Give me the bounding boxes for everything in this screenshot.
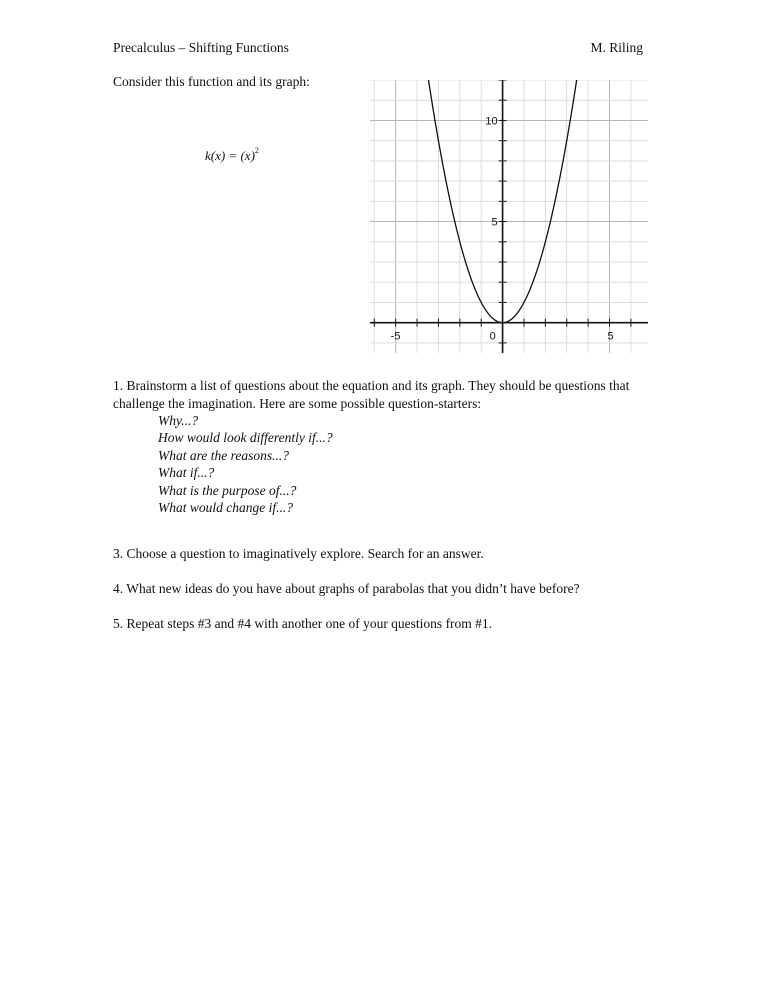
y-tick-label: 10 xyxy=(485,115,498,128)
equation-lhs: k(x) = (x) xyxy=(205,148,255,163)
equation-exponent: 2 xyxy=(254,146,259,155)
y-tick-label: 5 xyxy=(491,216,498,229)
question-starter: What is the purpose of...? xyxy=(158,482,297,498)
x-tick-label: 0 xyxy=(489,330,496,343)
question-starter: What would change if...? xyxy=(158,500,293,516)
question-4: 4. What new ideas do you have about graphs of parabolas that you didn’t have before? xyxy=(113,581,580,596)
question-3: 3. Choose a question to imaginatively explore. Search for an answer. xyxy=(113,546,484,561)
question-starters-list xyxy=(158,412,333,516)
graph-grid xyxy=(370,80,648,353)
course-title: Precalculus – Shifting Functions xyxy=(113,40,289,55)
question-starter: What if...? xyxy=(158,465,215,481)
x-tick-label: 5 xyxy=(607,330,614,343)
question-starter: What are the reasons...? xyxy=(158,447,289,463)
author-name: M. Riling xyxy=(590,40,643,55)
question-1: 1. Brainstorm a list of questions about the equation and its graph. They should be questions that challenge the imagination. Here are some possible question-starters: xyxy=(113,378,630,411)
question-5: 5. Repeat steps #3 and #4 with another one of your questions from #1. xyxy=(113,616,493,631)
question-starter: How would look differently if...? xyxy=(158,430,333,446)
x-tick-label: -5 xyxy=(390,330,401,343)
parabola-graph xyxy=(370,80,648,353)
graph-axes xyxy=(370,80,648,353)
function-equation xyxy=(205,146,259,164)
question-starter: Why...? xyxy=(158,413,199,428)
intro-text: Consider this function and its graph: xyxy=(113,74,310,89)
